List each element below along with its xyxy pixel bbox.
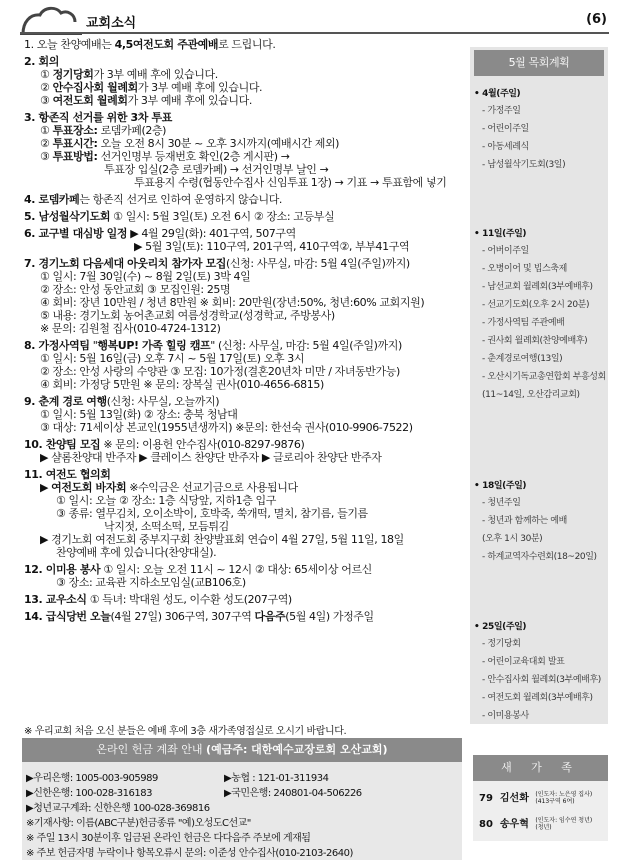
news-item-6 <box>24 227 464 253</box>
new-family-list <box>473 781 608 841</box>
news-item-heading: 11. 여전도 협의회 <box>24 468 111 481</box>
news-item-line: ① 투표장소: 로뎀카페(2층) <box>40 124 167 137</box>
newcomer-notice: ※ 우리교회 처음 오신 분들은 예배 후에 3층 새가족영접실로 오시기 바랍니다. <box>24 726 347 737</box>
sidebar-week-2 <box>474 227 606 404</box>
news-item-line: 찬양예배 후에 있습니다(찬양대실). <box>56 546 217 559</box>
news-item-line: ▶ 경기노회 여전도회 중부지구회 찬양발표회 연습이 4월 27일, 5월 11일, 18일 <box>40 533 404 546</box>
donation-account-holder: (예금주: 대한예수교장로회 오산교회) <box>206 743 388 756</box>
donation-note-contact: ※ 주보 헌금자명 누락이나 항목오류시 문의: 이준성 안수집사(010-2103-2640) <box>26 848 353 859</box>
sidebar-plan-item: - 하계교역자수련회(18~20일) <box>482 552 597 562</box>
sidebar-week-date: • 4월(주일) <box>474 89 521 99</box>
news-item-line: 투표용지 수령(협동안수집사 신임투표 1장) → 기표 → 투표함에 넣기 <box>134 176 447 189</box>
news-item-3 <box>24 111 464 189</box>
news-item-line: ③ 투표방법: 선거인명부 등재번호 확인(2층 게시판) → <box>40 150 290 163</box>
news-item-heading: 8. 가정사역팀 "행복UP! 가족 힐링 캠프" (신청: 사무실, 마감: 5월 4일(주일)까지) <box>24 339 402 352</box>
news-item-line: ① 일시: 오늘 ② 장소: 1층 식당앞, 지하1층 입구 <box>56 494 276 507</box>
sidebar-plan-item: - 어린이교육대회 발표 <box>482 657 565 667</box>
sidebar-plan-item: - 정기당회 <box>482 639 521 649</box>
news-item-heading: 13. 교우소식 ① 득녀: 박대원 성도, 이수환 성도(207구역) <box>24 593 292 606</box>
news-item-line: 투표장 입실(2층 로뎀카페) → 선거인명부 날인 → <box>104 163 329 176</box>
bullet-icon: • <box>474 89 483 99</box>
news-item-heading: 5. 남성월삭기도회 ① 일시: 5월 3일(토) 오전 6시 ② 장소: 고등부실 <box>24 210 335 223</box>
news-item-line: ② 투표시간: 오늘 오전 8시 30분 ~ 오후 3시까지(예배시간 제외) <box>40 137 340 150</box>
donation-box <box>22 738 462 860</box>
news-item-heading: 2. 회의 <box>24 55 59 68</box>
news-item-heading: 14. 급식당번 오늘(4월 27일) 306구역, 307구역 다음주(5월 4일) 가정주일 <box>24 610 374 623</box>
sidebar-week-4 <box>474 620 606 725</box>
news-item-heading: 9. 춘계 경로 여행(신청: 사무실, 오늘까지) <box>24 395 220 408</box>
sidebar-title: 5월 목회계획 <box>474 50 604 76</box>
donation-note-deadline: ※ 주일 13시 30분이후 입금된 온라인 헌금은 다다음주 주보에 게재됨 <box>26 833 311 844</box>
news-item-line: ① 일시: 7월 30일(수) ~ 8월 2일(토) 3박 4일 <box>40 270 251 283</box>
news-item-line: ④ 회비: 가정당 5만원 ※ 문의: 장복실 권사(010-4656-6815) <box>40 378 324 391</box>
news-item-line: ▶ 5월 3일(토): 110구역, 201구역, 410구역②, 부부41구역 <box>134 240 410 253</box>
new-family-member: 80 송우혁 (인도자: 임수연 청년) (청년) <box>479 817 593 831</box>
new-family-member: 79 김선화 (인도자: 노은영 집사) (413구역 6여) <box>479 791 593 805</box>
news-item-9 <box>24 395 464 434</box>
news-item-line: ② 안수집사회 월례회가 3부 예배 후에 있습니다. <box>40 81 263 94</box>
bank-woori: ▶우리은행: 1005-003-905989 <box>26 773 158 784</box>
news-item-line: ▶ 샬롬찬양대 반주자 ▶ 클레이스 찬양단 반주자 ▶ 글로리아 찬양단 반주자 <box>40 451 382 464</box>
news-item-2 <box>24 55 464 107</box>
sidebar-plan-item: - 여전도회 월례회(3부예배후) <box>482 693 593 703</box>
sidebar-plan-item: - 권사회 월례회(찬양예배후) <box>482 336 588 346</box>
news-item-heading: 6. 교구별 대심방 일정 ▶ 4월 29일(화): 401구역, 507구역 <box>24 227 296 240</box>
news-item-12 <box>24 563 464 589</box>
sidebar-plan-item: (오후 1시 30분) <box>482 534 543 544</box>
header-divider <box>20 32 609 34</box>
sidebar-plan-item: - 아동세례식 <box>482 142 529 152</box>
sidebar-plan-item: - 춘계경로여행(13일) <box>482 354 563 364</box>
news-item-1 <box>24 38 464 51</box>
news-item-line: ② 장소: 안성 사랑의 수양관 ③ 모집: 10가정(결혼20년차 미만 / 자녀동반가능) <box>40 365 400 378</box>
news-item-line: ③ 대상: 71세이상 본교인(1955년생까지) ※문의: 한선숙 권사(010-9906-7522) <box>40 421 413 434</box>
page-title: 교회소식 <box>86 16 137 31</box>
news-item-11 <box>24 468 464 559</box>
sidebar-plan-item: - 가정사역팀 주관예배 <box>482 318 565 328</box>
bank-kookmin: ▶국민은행: 240801-04-506226 <box>224 788 362 799</box>
sidebar-plan-item: - 청년과 함께하는 예배 <box>482 516 567 526</box>
sidebar-plan-item: - 선교기도회(오후 2시 20분) <box>482 300 590 310</box>
new-family-title: 새 가 족 <box>473 755 608 781</box>
sidebar-plan-item: - 가정주일 <box>482 106 521 116</box>
news-item-line: ④ 회비: 장년 10만원 / 청년 8만원 ※ 회비: 20만원(장년:50%, 청년:60% 교회지원) <box>40 296 425 309</box>
news-item-heading: 12. 이미용 봉사 ① 일시: 오늘 오전 11시 ~ 12시 ② 대상: 65세이상 어르신 <box>24 563 372 576</box>
news-item-heading: 4. 로뎀카페는 항존직 선거로 인하여 운영하지 않습니다. <box>24 193 283 206</box>
donation-title: 온라인 헌금 계좌 안내 (예금주: 대한예수교장로회 오산교회) <box>22 738 462 762</box>
sidebar-plan-item: - 오산시기독교총연합회 부흥성회 <box>482 372 606 382</box>
sidebar-week-3 <box>474 479 606 566</box>
sidebar-plan-item: - 어린이주일 <box>482 124 529 134</box>
sidebar-plan-item: - 이미용봉사 <box>482 711 529 721</box>
page-number: (6) <box>586 12 607 27</box>
sidebar-plan-item: - 어버이주일 <box>482 246 529 256</box>
sidebar-week-date: • 18일(주일) <box>474 481 527 491</box>
news-item-14 <box>24 610 464 623</box>
news-item-line: 낙지젓, 소떡소떡, 모듬튀김 <box>104 520 229 533</box>
sidebar-week-date: • 25일(주일) <box>474 622 527 632</box>
news-item-line: ① 일시: 5월 13일(화) ② 장소: 충북 청남대 <box>40 408 238 421</box>
bullet-icon: • <box>474 229 483 239</box>
bullet-icon: • <box>474 481 483 491</box>
sidebar-week-1 <box>474 87 606 174</box>
news-item-7 <box>24 257 464 335</box>
news-item-line: ⑤ 내용: 경기노회 농어촌교회 여름성경학교(성경학교, 주방봉사) <box>40 309 335 322</box>
sidebar-plan-item: (11~14일, 오산감리교회) <box>482 390 580 400</box>
donation-note-format: ※기재사항: 이름(ABC구분)헌금종류 "예)오성도C선교" <box>26 818 251 829</box>
news-item-line: ▶ 여전도회 바자회 ※수익금은 선교기금으로 사용됩니다 <box>40 481 298 494</box>
sidebar-plan-item: - 청년주일 <box>482 498 521 508</box>
page-header <box>0 0 629 36</box>
news-item-heading: 3. 항존직 선거를 위한 3차 투표 <box>24 111 172 124</box>
news-item-10 <box>24 438 464 464</box>
sidebar-monthly-plan <box>470 47 608 724</box>
news-item-line: ③ 여전도회 월례회가 3부 예배 후에 있습니다. <box>40 94 252 107</box>
bullet-icon: • <box>474 622 483 632</box>
news-item-13 <box>24 593 464 606</box>
bank-shinhan: ▶신한은행: 100-028-316183 <box>26 788 152 799</box>
news-item-line: ② 장소: 안성 동안교회 ③ 모집인원: 25명 <box>40 283 231 296</box>
news-item-heading: 7. 경기노회 다음세대 아웃리치 참가자 모집(신청: 사무실, 마감: 5월 4일(주일)까지) <box>24 257 410 270</box>
news-item-5 <box>24 210 464 223</box>
news-item-line: ③ 종류: 열무김치, 오이소박이, 호박죽, 쑥개떡, 멸치, 참기름, 들기름 <box>56 507 368 520</box>
news-item-line: ③ 장소: 교육관 지하소모임실(교B106호) <box>56 576 246 589</box>
news-item-heading: 1. 오늘 찬양예배는 4,5여전도회 주관예배로 드립니다. <box>24 38 276 51</box>
news-item-line: ① 일시: 5월 16일(금) 오후 7시 ~ 5월 17일(토) 오후 3시 <box>40 352 305 365</box>
news-list <box>24 38 464 627</box>
sidebar-plan-item: - 오병이어 및 빕스축제 <box>482 264 567 274</box>
news-item-line: ※ 문의: 김원철 집사(010-4724-1312) <box>40 322 221 335</box>
sidebar-plan-item: - 남선교회 월례회(3부예배후) <box>482 282 593 292</box>
news-item-8 <box>24 339 464 391</box>
sidebar-week-date: • 11일(주일) <box>474 229 527 239</box>
news-item-line: ① 정기당회가 3부 예배 후에 있습니다. <box>40 68 218 81</box>
bank-nonghyup: ▶농협 : 121-01-311934 <box>224 773 329 784</box>
youth-account: ▶청년교구계좌: 신한은행 100-028-369816 <box>26 803 210 814</box>
news-item-heading: 10. 찬양팀 모집 ※ 문의: 이용헌 안수집사(010-8297-9876) <box>24 438 305 451</box>
news-item-4 <box>24 193 464 206</box>
sidebar-plan-item: - 안수집사회 월례회(3부예배후) <box>482 675 601 685</box>
sidebar-plan-item: - 남성월삭기도회(3일) <box>482 160 566 170</box>
